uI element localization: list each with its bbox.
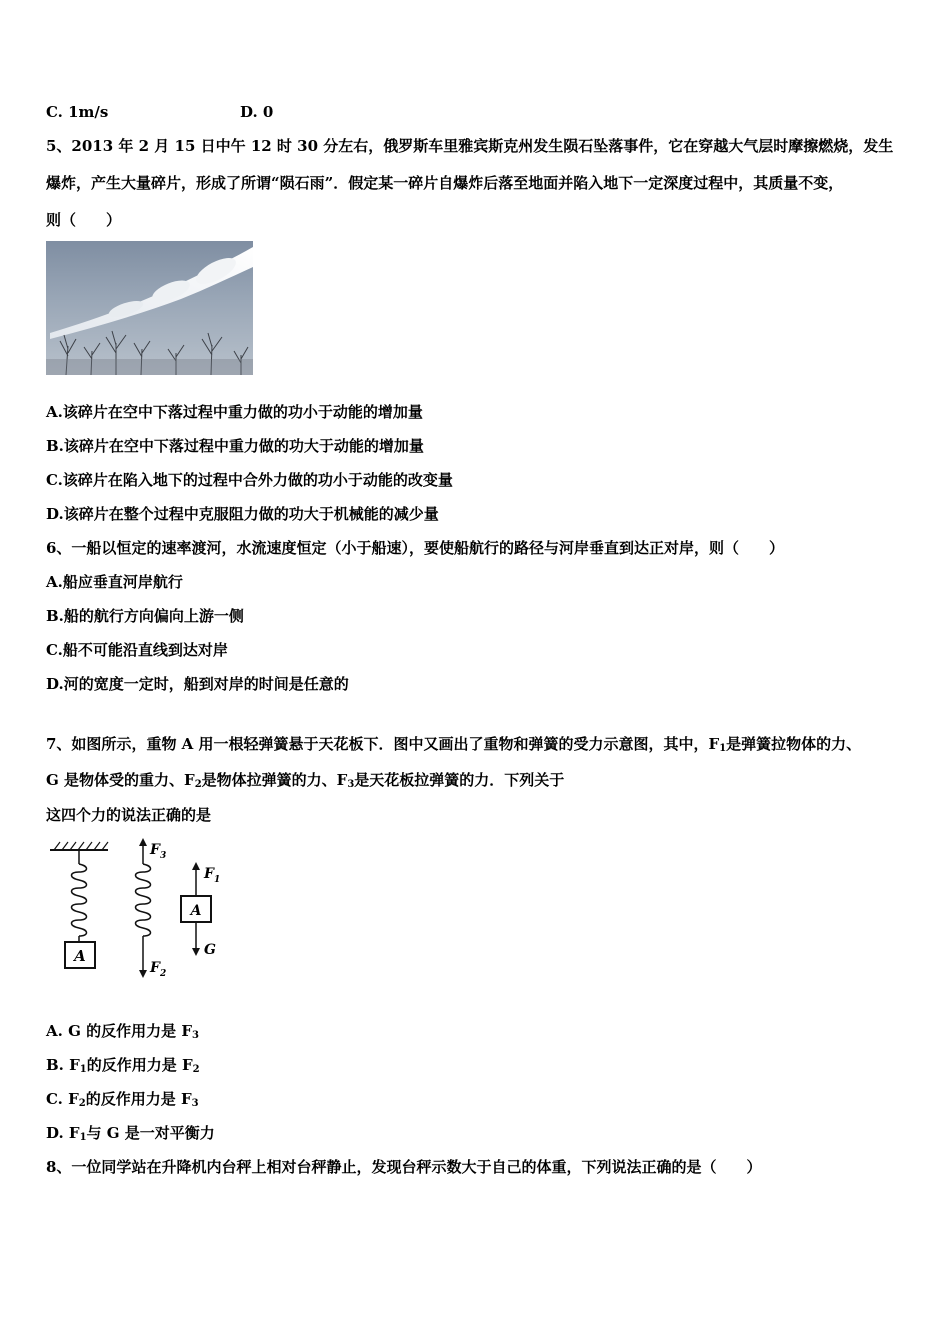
q7-stem-line2 [46,770,564,795]
q7-option-b-text: B. F [46,1056,80,1074]
q7-option-a [46,1021,199,1046]
q6-option-a: A.船应垂直河岸航行 [46,573,183,591]
q7-option-d-text-b: 与 G 是一对平衡力 [86,1124,215,1142]
q7-option-c-text: C. F [46,1090,79,1108]
subscript: 2 [192,1064,200,1075]
q7-option-c-text-b: 的反作用力是 F [85,1090,192,1108]
subscript: 2 [78,1098,86,1109]
meteor-trail-image [46,241,253,375]
spring-force-diagram [46,838,236,988]
force-diagram-figure [46,838,236,988]
subscript: 3 [192,1030,199,1041]
subscript: 1 [79,1132,87,1143]
f3-label: $F_3$ [150,842,167,861]
q6-option-b: B.船的航行方向偏向上游一侧 [46,607,244,625]
q5-option-a: A.该碎片在空中下落过程中重力做的功小于动能的增加量 [46,403,423,421]
q7-stem-line2-text-c: 是天花板拉弹簧的力．下列关于 [354,771,565,789]
q4-option-c: C. 1m/s [46,103,109,121]
g-label: G [204,942,216,958]
f1-label: $F_1$ [204,866,221,885]
q7-option-d [46,1123,215,1148]
q7-stem-line1-text-b: 是弹簧拉物体的力、 [726,735,862,753]
q6-option-d: D.河的宽度一定时，船到对岸的时间是任意的 [46,675,349,693]
q7-option-b-text-b: 的反作用力是 F [86,1056,193,1074]
q6-option-c: C.船不可能沿直线到达对岸 [46,641,228,659]
q5-stem-line3: 则（ ） [46,211,122,229]
q4-option-d: D. 0 [240,103,274,121]
subscript: 3 [347,779,355,790]
q7-option-a-text: A. G 的反作用力是 F [46,1022,192,1040]
q7-stem-line1 [46,734,861,759]
q7-stem-line3: 这四个力的说法正确的是 [46,806,212,824]
q5-option-c: C.该碎片在陷入地下的过程中合外力做的功小于动能的改变量 [46,471,453,489]
f2-label: $F_2$ [150,960,167,979]
subscript: 2 [194,779,202,790]
subscript: 3 [191,1098,199,1109]
q5-stem-line1: 5、2013 年 2 月 15 日中午 12 时 30 分左右，俄罗斯车里雅宾斯克州发生陨石坠落事件，它在穿越大气层时摩擦燃烧，发生 [46,137,894,155]
fbd-block-label: A [190,903,202,919]
q6-stem: 6、一船以恒定的速率渡河，水流速度恒定（小于船速），要使船航行的路径与河岸垂直到达正对岸，则（ ） [46,539,784,557]
q8-stem: 8、一位同学站在升降机内台秤上相对台秤静止，发现台秤示数大于自己的体重，下列说法正确的是（ ） [46,1158,762,1176]
subscript: 1 [79,1064,87,1075]
q7-stem-line2-text-b: 是物体拉弹簧的力、F [201,771,348,789]
meteor-photo [46,241,253,375]
block-a-label: A [74,947,86,965]
q7-stem-line2-text: G 是物体受的重力、F [46,771,195,789]
q5-stem-line2: 爆炸，产生大量碎片，形成了所谓“陨石雨”．假定某一碎片自爆炸后落至地面并陷入地下一定深度过程中，其质量不变， [46,174,844,192]
subscript: 1 [719,743,727,754]
q5-option-b: B.该碎片在空中下落过程中重力做的功大于动能的增加量 [46,437,424,455]
q7-option-d-text: D. F [46,1124,80,1142]
q7-option-b [46,1055,200,1080]
q5-option-d: D.该碎片在整个过程中克服阻力做的功大于机械能的减少量 [46,505,439,523]
q7-stem-line1-text: 7、如图所示，重物 A 用一根轻弹簧悬于天花板下．图中又画出了重物和弹簧的受力示意图，其中，F [46,735,720,753]
q7-option-c [46,1089,199,1114]
